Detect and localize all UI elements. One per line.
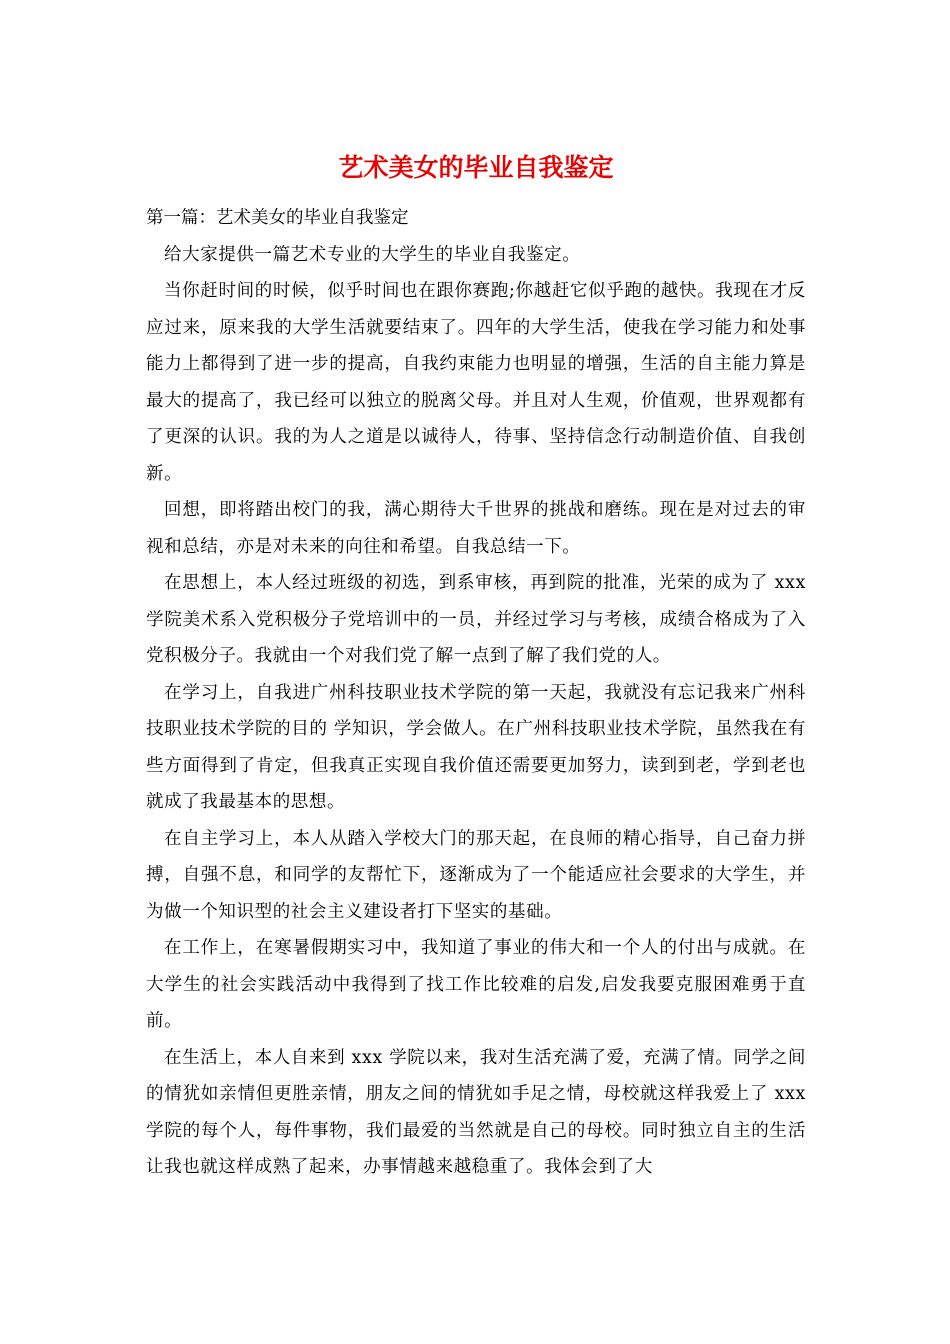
document-title: 艺术美女的毕业自我鉴定 bbox=[338, 153, 614, 182]
paragraph: 在思想上，本人经过班级的初选，到系审核，再到院的批准，光荣的成为了 xxx 学院美术系入党积极分子党培训中的一员，并经过学习与考核，成绩合格成为了入党积极分子。我就由一个对我们党了解一点到了解了我们党的人。 bbox=[146, 573, 806, 666]
paragraph: 在生活上，本人自来到 xxx 学院以来，我对生活充满了爱，充满了情。同学之间的情犹如亲情但更胜亲情，朋友之间的情犹如手足之情，母校就这样我爱上了 xxx 学院的每个人，每件事物，我们最爱的当然就是自己的母校。同时独立自主的生活让我也就这样成熟了起来，办事情越来越稳重了。我体会到了大 bbox=[146, 1047, 806, 1177]
paragraph: 当你赶时间的时候，似乎时间也在跟你赛跑;你越赶它似乎跑的越快。我现在才反应过来，原来我的大学生活就要结束了。四年的大学生活，使我在学习能力和处事能力上都得到了进一步的提高，自我约束能力也明显的增强，生活的自主能力算是最大的提高了，我已经可以独立的脱离父母。并且对人生观，价值观，世界观都有了更深的认识。我的为人之道是以诚待人，待事、坚持信念行动制造价值、自我创新。 bbox=[146, 281, 806, 484]
paragraph: 回想，即将踏出校门的我，满心期待大千世界的挑战和磨练。现在是对过去的审视和总结，亦是对未来的向往和希望。自我总结一下。 bbox=[146, 500, 806, 557]
paragraph: 在工作上，在寒暑假期实习中，我知道了事业的伟大和一个人的付出与成就。在大学生的社会实践活动中我得到了找工作比较难的启发,启发我要克服困难勇于直前。 bbox=[146, 938, 806, 1031]
paragraph: 给大家提供一篇艺术专业的大学生的毕业自我鉴定。 bbox=[164, 244, 581, 265]
paragraph: 在自主学习上，本人从踏入学校大门的那天起，在良师的精心指导，自己奋力拼搏，自强不息，和同学的友帮忙下，逐渐成为了一个能适应社会要求的大学生，并为做一个知识型的社会主义建设者打下坚实的基础。 bbox=[146, 828, 806, 922]
document-page bbox=[146, 148, 806, 1186]
document-subtitle: 第一篇：艺术美女的毕业自我鉴定 bbox=[146, 208, 409, 228]
paragraph: 在学习上，自我进广州科技职业技术学院的第一天起，我就没有忘记我来广州科技职业技术学院的目的 学知识，学会做人。在广州科技职业技术学院，虽然我在有些方面得到了肯定，但我真正实现自我价值还需要更加努力，读到到老，学到老也就成了我最基本的思想。 bbox=[146, 682, 806, 812]
